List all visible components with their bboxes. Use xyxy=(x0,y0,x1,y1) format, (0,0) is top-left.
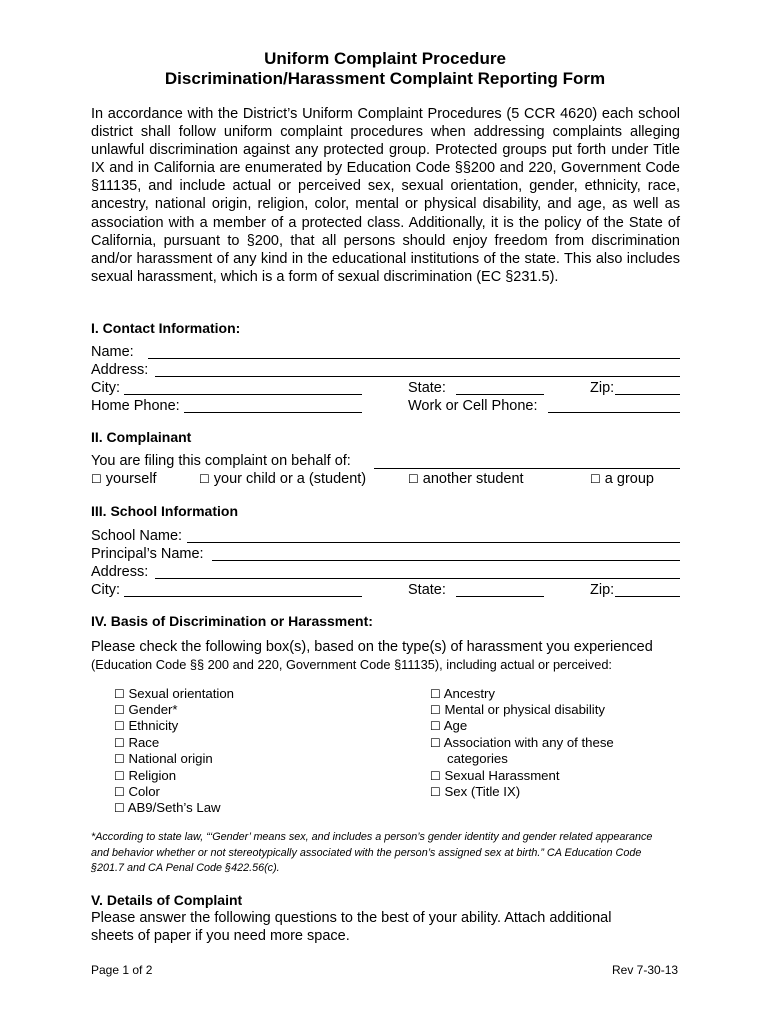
checkbox-icon[interactable]: ☐ xyxy=(590,472,601,486)
details-heading: V. Details of Complaint xyxy=(91,892,243,908)
zip-field[interactable] xyxy=(615,394,680,395)
work-phone-label: Work or Cell Phone: xyxy=(408,398,538,414)
checkbox-icon[interactable]: ☐ xyxy=(430,736,441,750)
school-zip-field[interactable] xyxy=(615,596,680,597)
school-state-label: State: xyxy=(408,582,446,598)
school-heading: III. School Information xyxy=(91,503,238,519)
checkbox-icon[interactable]: ☐ xyxy=(114,785,125,799)
basis-option-disability[interactable]: ☐ Mental or physical disability xyxy=(430,702,605,717)
principal-label: Principal’s Name: xyxy=(91,546,204,562)
basis-heading: IV. Basis of Discrimination or Harassment: xyxy=(91,613,373,629)
on-behalf-label: You are filing this complaint on behalf of: xyxy=(91,453,351,469)
basis-option-religion[interactable]: ☐ Religion xyxy=(114,768,177,783)
basis-option-gender[interactable]: ☐ Gender* xyxy=(114,702,178,717)
option-another-student[interactable]: ☐ another student xyxy=(408,471,524,487)
checkbox-icon[interactable]: ☐ xyxy=(114,719,125,733)
basis-option-association-continued: categories xyxy=(447,751,508,766)
revision-date: Rev 7-30-13 xyxy=(612,963,679,977)
basis-instruction: Please check the following box(s), based on the type(s) of harassment you experienced xyxy=(91,639,653,655)
checkbox-icon[interactable]: ☐ xyxy=(199,472,210,486)
basis-option-ethnicity[interactable]: ☐ Ethnicity xyxy=(114,718,179,733)
complainant-heading: II. Complainant xyxy=(91,429,192,445)
option-a-group[interactable]: ☐ a group xyxy=(590,471,654,487)
state-label: State: xyxy=(408,380,446,396)
home-phone-field[interactable] xyxy=(184,412,362,413)
checkbox-icon[interactable]: ☐ xyxy=(430,785,441,799)
checkbox-icon[interactable]: ☐ xyxy=(408,472,419,486)
basis-option-age[interactable]: ☐ Age xyxy=(430,718,468,733)
address-label: Address: xyxy=(91,362,149,378)
details-instruction-line1: Please answer the following questions to the best of your ability. Attach additional xyxy=(91,910,612,926)
school-address-field[interactable] xyxy=(155,578,680,579)
form-title: Uniform Complaint Procedure xyxy=(264,49,506,68)
basis-option-sex-title-ix[interactable]: ☐ Sex (Title IX) xyxy=(430,784,521,799)
zip-label: Zip: xyxy=(590,380,615,396)
checkbox-icon[interactable]: ☐ xyxy=(430,769,441,783)
details-instruction-line2: sheets of paper if you need more space. xyxy=(91,928,350,944)
name-field[interactable] xyxy=(148,358,680,359)
basis-option-ab9[interactable]: ☐ AB9/Seth’s Law xyxy=(114,800,221,815)
basis-option-national-origin[interactable]: ☐ National origin xyxy=(114,751,213,766)
school-city-label: City: xyxy=(91,582,120,598)
form-subtitle: Discrimination/Harassment Complaint Reporting Form xyxy=(164,69,606,88)
basis-option-race[interactable]: ☐ Race xyxy=(114,735,160,750)
checkbox-icon[interactable]: ☐ xyxy=(430,719,441,733)
checkbox-icon[interactable]: ☐ xyxy=(430,687,441,701)
intro-paragraph: In accordance with the District’s Uniform Complaint Procedures (5 CCR 4620) each school district shall follow uniform complaint procedures when addressing complaints alleging unlawful discrimination against any protected group. Protected groups put forth under Title IX and in California are enumerated by Education Code §§200 and 220, Government Code §11135, and include actual or perceived sex, sexual orientation, gender, ethnicity, race, ancestry, national origin, religion, color, mental or physical disability, and age, as well as association with a member of a protected class. Additionally, it is the policy of the State of California, pursuant to §200, that all persons should enjoy freedom from discrimination and/or harassment of any kind in the educational institutions of the state. This also includes sexual harassment, which is a form of sexual discrimination (EC §231.5). xyxy=(91,106,680,285)
school-address-label: Address: xyxy=(91,564,149,580)
state-field[interactable] xyxy=(456,394,544,395)
checkbox-icon[interactable]: ☐ xyxy=(114,769,125,783)
option-your-child[interactable]: ☐ your child or a (student) xyxy=(199,471,367,487)
basis-option-association[interactable]: ☐ Association with any of these xyxy=(430,735,614,750)
school-state-field[interactable] xyxy=(456,596,544,597)
checkbox-icon[interactable]: ☐ xyxy=(114,752,125,766)
basis-option-color[interactable]: ☐ Color xyxy=(114,784,160,799)
school-name-label: School Name: xyxy=(91,528,183,544)
city-label: City: xyxy=(91,380,120,396)
checkbox-icon[interactable]: ☐ xyxy=(91,472,102,486)
checkbox-icon[interactable]: ☐ xyxy=(114,687,125,701)
work-phone-field[interactable] xyxy=(548,412,680,413)
basis-option-sexual-orientation[interactable]: ☐ Sexual orientation xyxy=(114,686,235,701)
city-field[interactable] xyxy=(124,394,362,395)
school-zip-label: Zip: xyxy=(590,582,615,598)
on-behalf-field[interactable] xyxy=(374,468,680,469)
checkbox-icon[interactable]: ☐ xyxy=(114,801,125,815)
gender-footnote: *According to state law, “‘Gender’ means sex, and includes a person’s gender identity and gender related appearance and behavior whether or not stereotypically associated with the person’s assigned sex at birth.” CA Education Code §201.7 and CA Penal Code §422.56(c). xyxy=(91,831,653,874)
basis-sub-instruction: (Education Code §§ 200 and 220, Government Code §11135), including actual or perceived: xyxy=(91,657,612,672)
basis-option-ancestry[interactable]: ☐ Ancestry xyxy=(430,686,496,701)
checkbox-icon[interactable]: ☐ xyxy=(430,703,441,717)
school-city-field[interactable] xyxy=(124,596,362,597)
home-phone-label: Home Phone: xyxy=(91,398,180,414)
contact-heading: I. Contact Information: xyxy=(91,320,241,336)
principal-field[interactable] xyxy=(212,560,680,561)
address-field[interactable] xyxy=(155,376,680,377)
basis-option-sexual-harassment[interactable]: ☐ Sexual Harassment xyxy=(430,768,560,783)
school-name-field[interactable] xyxy=(187,542,680,543)
checkbox-icon[interactable]: ☐ xyxy=(114,736,125,750)
name-label: Name: xyxy=(91,344,134,360)
option-yourself[interactable]: ☐ yourself xyxy=(91,471,157,487)
checkbox-icon[interactable]: ☐ xyxy=(114,703,125,717)
page-number: Page 1 of 2 xyxy=(91,963,153,977)
